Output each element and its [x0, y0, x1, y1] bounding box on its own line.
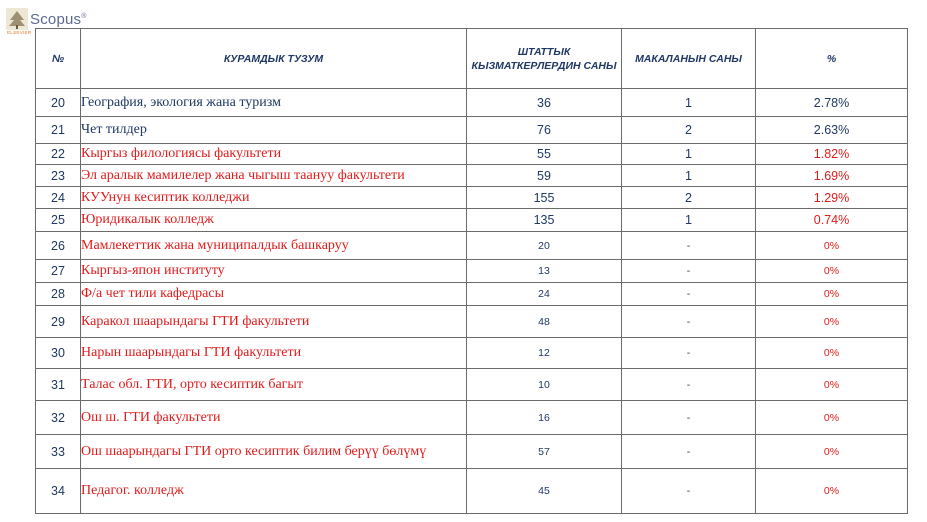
table-row [36, 144, 908, 165]
row-number: 24 [36, 187, 81, 209]
row-name: Эл аралык мамилелер жана чыгыш таануу факультети [81, 165, 467, 187]
row-percent: 0% [756, 338, 908, 369]
row-staff: 76 [467, 117, 622, 144]
table-row [36, 338, 908, 369]
header-percent: % [756, 29, 908, 89]
header-structure: КУРАМДЫК ТУЗУМ [81, 29, 467, 89]
header-articles-count: МАКАЛАНЫН САНЫ [622, 29, 756, 89]
table-row [36, 435, 908, 469]
row-articles: 1 [622, 209, 756, 232]
row-articles: 1 [622, 144, 756, 165]
row-number: 21 [36, 117, 81, 144]
row-percent: 0% [756, 232, 908, 260]
row-articles: - [622, 306, 756, 338]
header-staff-count: ШТАТТЫК КЫЗМАТКЕРЛЕРДИН САНЫ [467, 29, 622, 89]
row-percent: 0% [756, 283, 908, 306]
row-staff: 13 [467, 260, 622, 283]
row-staff: 45 [467, 469, 622, 514]
row-name: Ош ш. ГТИ факультети [81, 401, 467, 435]
row-articles: - [622, 283, 756, 306]
row-name: КУУнун кесиптик колледжи [81, 187, 467, 209]
row-percent: 0% [756, 401, 908, 435]
row-name: География, экология жана туризм [81, 89, 467, 117]
row-articles: 1 [622, 165, 756, 187]
table-row [36, 117, 908, 144]
row-staff: 135 [467, 209, 622, 232]
row-number: 22 [36, 144, 81, 165]
row-percent: 0% [756, 306, 908, 338]
elsevier-label: ELSEVIER [7, 30, 32, 35]
row-articles: - [622, 469, 756, 514]
row-number: 27 [36, 260, 81, 283]
row-number: 29 [36, 306, 81, 338]
row-staff: 48 [467, 306, 622, 338]
row-staff: 10 [467, 369, 622, 401]
row-percent: 1.69% [756, 165, 908, 187]
row-name: Кыргыз-япон институту [81, 260, 467, 283]
row-percent: 0.74% [756, 209, 908, 232]
table-row [36, 469, 908, 514]
table-row [36, 232, 908, 260]
row-articles: - [622, 435, 756, 469]
row-staff: 59 [467, 165, 622, 187]
table-row [36, 187, 908, 209]
row-number: 25 [36, 209, 81, 232]
table-row [36, 209, 908, 232]
header-row [36, 29, 908, 89]
table-row [36, 165, 908, 187]
row-name: Кыргыз филологиясы факультети [81, 144, 467, 165]
table-row [36, 260, 908, 283]
row-number: 32 [36, 401, 81, 435]
row-staff: 155 [467, 187, 622, 209]
row-staff: 20 [467, 232, 622, 260]
row-number: 31 [36, 369, 81, 401]
row-percent: 0% [756, 435, 908, 469]
row-name: Ош шаарындагы ГТИ орто кесиптик билим берүү бөлүмү [81, 435, 467, 469]
row-articles: 2 [622, 187, 756, 209]
row-number: 33 [36, 435, 81, 469]
row-articles: - [622, 338, 756, 369]
row-number: 23 [36, 165, 81, 187]
row-staff: 24 [467, 283, 622, 306]
row-articles: - [622, 369, 756, 401]
row-name: Нарын шаарындагы ГТИ факультети [81, 338, 467, 369]
header-num: № [36, 29, 81, 89]
staff-articles-table [35, 28, 908, 514]
row-articles: 1 [622, 89, 756, 117]
row-number: 30 [36, 338, 81, 369]
row-number: 20 [36, 89, 81, 117]
row-number: 28 [36, 283, 81, 306]
row-percent: 2.78% [756, 89, 908, 117]
row-name: Талас обл. ГТИ, орто кесиптик багыт [81, 369, 467, 401]
row-percent: 2.63% [756, 117, 908, 144]
elsevier-tree-icon [6, 8, 28, 30]
row-staff: 57 [467, 435, 622, 469]
row-name: Каракол шаарындагы ГТИ факультети [81, 306, 467, 338]
row-staff: 16 [467, 401, 622, 435]
row-name: Мамлекеттик жана муниципалдык башкаруу [81, 232, 467, 260]
row-percent: 0% [756, 369, 908, 401]
row-articles: 2 [622, 117, 756, 144]
table-row [36, 369, 908, 401]
row-percent: 1.29% [756, 187, 908, 209]
row-staff: 55 [467, 144, 622, 165]
table-row [36, 306, 908, 338]
row-name: Юридикалык колледж [81, 209, 467, 232]
row-staff: 36 [467, 89, 622, 117]
row-number: 26 [36, 232, 81, 260]
row-articles: - [622, 260, 756, 283]
row-name: Чет тилдер [81, 117, 467, 144]
row-staff: 12 [467, 338, 622, 369]
row-articles: - [622, 232, 756, 260]
row-percent: 0% [756, 260, 908, 283]
row-articles: - [622, 401, 756, 435]
scopus-wordmark: Scopus® [30, 11, 87, 28]
table-row [36, 89, 908, 117]
row-percent: 0% [756, 469, 908, 514]
row-name: Педагог. колледж [81, 469, 467, 514]
table-row [36, 283, 908, 306]
table-row [36, 401, 908, 435]
row-percent: 1.82% [756, 144, 908, 165]
row-name: Ф/а чет тили кафедрасы [81, 283, 467, 306]
row-number: 34 [36, 469, 81, 514]
